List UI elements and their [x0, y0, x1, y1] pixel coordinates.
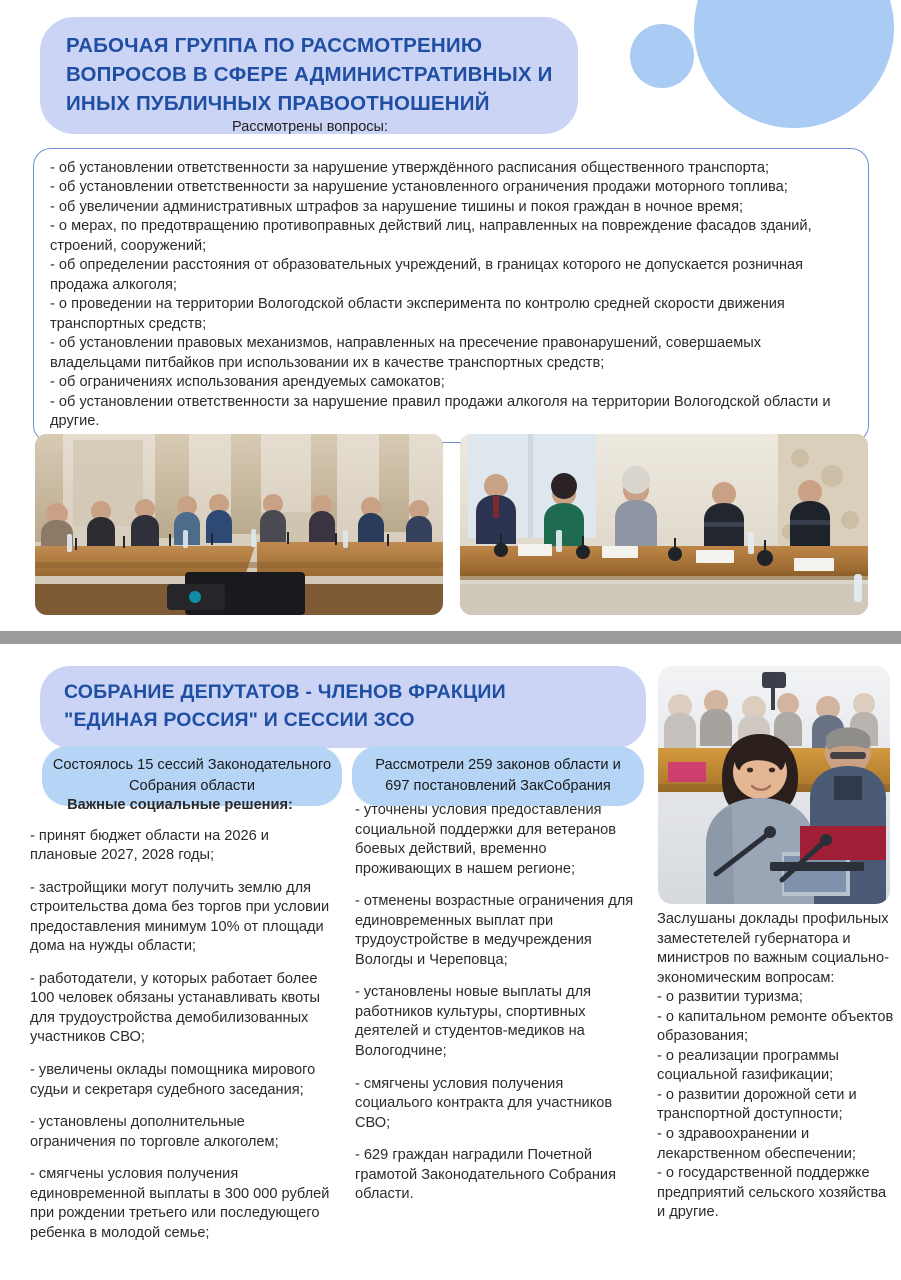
report-item: - о развитии туризма;: [657, 989, 803, 1006]
questions-subtitle: Рассмотрены вопросы:: [232, 119, 388, 135]
decision-item: - увеличены оклады помощника мирового судьи и секретаря судебного заседания;: [30, 1062, 316, 1098]
stat-pill-laws: Рассмотрели 259 законов области и 697 постановлений ЗакСобрания: [352, 746, 644, 806]
decision-item: - смягчены условия получения единовременной выплаты в 300 000 рублей при рождении третьего или последующего ребенка в молодой семье;: [30, 1166, 330, 1241]
decision-item: - установлены дополнительные ограничения по торговле алкоголем;: [30, 1114, 279, 1150]
column-reports: [657, 910, 897, 1223]
decision-item: - уточнены условия предоставления социальной поддержки для ветеранов боевых действий, временно проживающих в нашем регионе;: [355, 802, 617, 877]
question-item: - об ограничениях использования арендуемых самокатов;: [50, 374, 445, 391]
question-item: - об установлении ответственности за нарушение установленного ограничения продажи моторного топлива;: [50, 179, 788, 196]
stat-pill-sessions: Состоялось 15 сессий Законодательного Собрания области: [42, 746, 342, 806]
question-item: - об увеличении административных штрафов за нарушение тишины и покоя граждан в ночное время;: [50, 198, 744, 215]
report-item: и другие.: [657, 1204, 719, 1221]
banner-line-1: РАБОЧАЯ ГРУППА ПО РАССМОТРЕНИЮ: [66, 34, 483, 57]
decision-item: - застройщики могут получить землю для строительства дома без торгов при условии предоставления минимум 10% от площади дома на нужды области;: [30, 879, 330, 955]
photo-working-group-roundtable: [35, 434, 443, 615]
section-deputies-assembly: [0, 644, 901, 1280]
banner2-line-2: "ЕДИНАЯ РОССИЯ" И СЕССИИ ЗСО: [64, 708, 415, 731]
questions-box: [33, 148, 869, 443]
decision-item: - принят бюджет области на 2026 и плановые 2027, 2028 годы;: [30, 827, 269, 864]
question-item: - о мерах, по предотвращению противоправных действий лиц, направленных на повреждение фасадов зданий, строений, сооружений;: [50, 218, 812, 254]
question-item: - об установлении ответственности за нарушение утверждённого расписания общественного транспорта;: [50, 160, 770, 176]
decision-item: - 629 граждан наградили Почетной грамотой Законодательного Собрания области.: [355, 1147, 616, 1203]
column-social-decisions: [30, 796, 330, 1243]
report-item: - о государственной поддержке предприятий сельского хозяйства: [657, 1165, 887, 1201]
section-working-group: [0, 0, 901, 630]
banner-line-2: ВОПРОСОВ В СФЕРЕ АДМИНИСТРАТИВНЫХ И: [66, 63, 553, 87]
question-item: - об определении расстояния от образовательных учреждений, в границах которого не допускается розничная продажа алкоголя;: [50, 257, 804, 293]
banner2-line-1: СОБРАНИЕ ДЕПУТАТОВ - ЧЛЕНОВ ФРАКЦИИ: [64, 681, 506, 703]
section-one-title-banner: [40, 17, 578, 134]
question-item: - о проведении на территории Вологодской области эксперимента по контролю средней скорости движения транспортных средств;: [50, 296, 785, 332]
decision-item: - отменены возрастные ограничения для единовременных выплат при трудоустройстве в медучреждения Вологды и Череповца;: [355, 893, 634, 968]
report-item: - о реализации программы социальной газификации;: [657, 1047, 839, 1084]
column-social-decisions-continued: [355, 801, 637, 1205]
photo-officials-at-table: [460, 434, 868, 615]
column3-intro: Заслушаны доклады профильных заместетелей губернатора и министров по важным социально-экономическим вопросам:: [657, 911, 889, 986]
decision-item: - установлены новые выплаты для работников культуры, спортивных деятелей и студентов-медиков на Вологодчине;: [355, 984, 592, 1060]
report-item: - о капитальном ремонте объектов образования;: [657, 1008, 894, 1045]
photo-deputy-at-session: [658, 666, 890, 904]
question-item: - об установлении ответственности за нарушение правил продажи алкоголя на территории Вологодской области и другие.: [50, 393, 831, 430]
column1-heading: Важные социальные решения:: [67, 797, 293, 813]
question-item: - об установлении правовых механизмов, направленных на пресечение правонарушений, совершаемых владельцами питбайков при использовании их в качестве транспортных средств;: [50, 335, 762, 371]
decision-item: - работодатели, у которых работает более 100 человек обязаны устанавливать квоты для трудоустройства демобилизованных участников СВО;: [30, 970, 321, 1046]
report-item: - о здравоохранении и лекарственном обеспечении;: [657, 1126, 856, 1162]
section-two-title-banner: [40, 666, 646, 748]
decision-item: - смягчены условия получения социалього контракта для участников СВО;: [355, 1075, 613, 1131]
section-divider: [0, 631, 901, 644]
banner-line-3: ИНЫХ ПУБЛИЧНЫХ ПРАВООТНОШЕНИЙ: [66, 92, 490, 116]
report-item: - о развитии дорожной сети и транспортной доступности;: [657, 1086, 857, 1123]
